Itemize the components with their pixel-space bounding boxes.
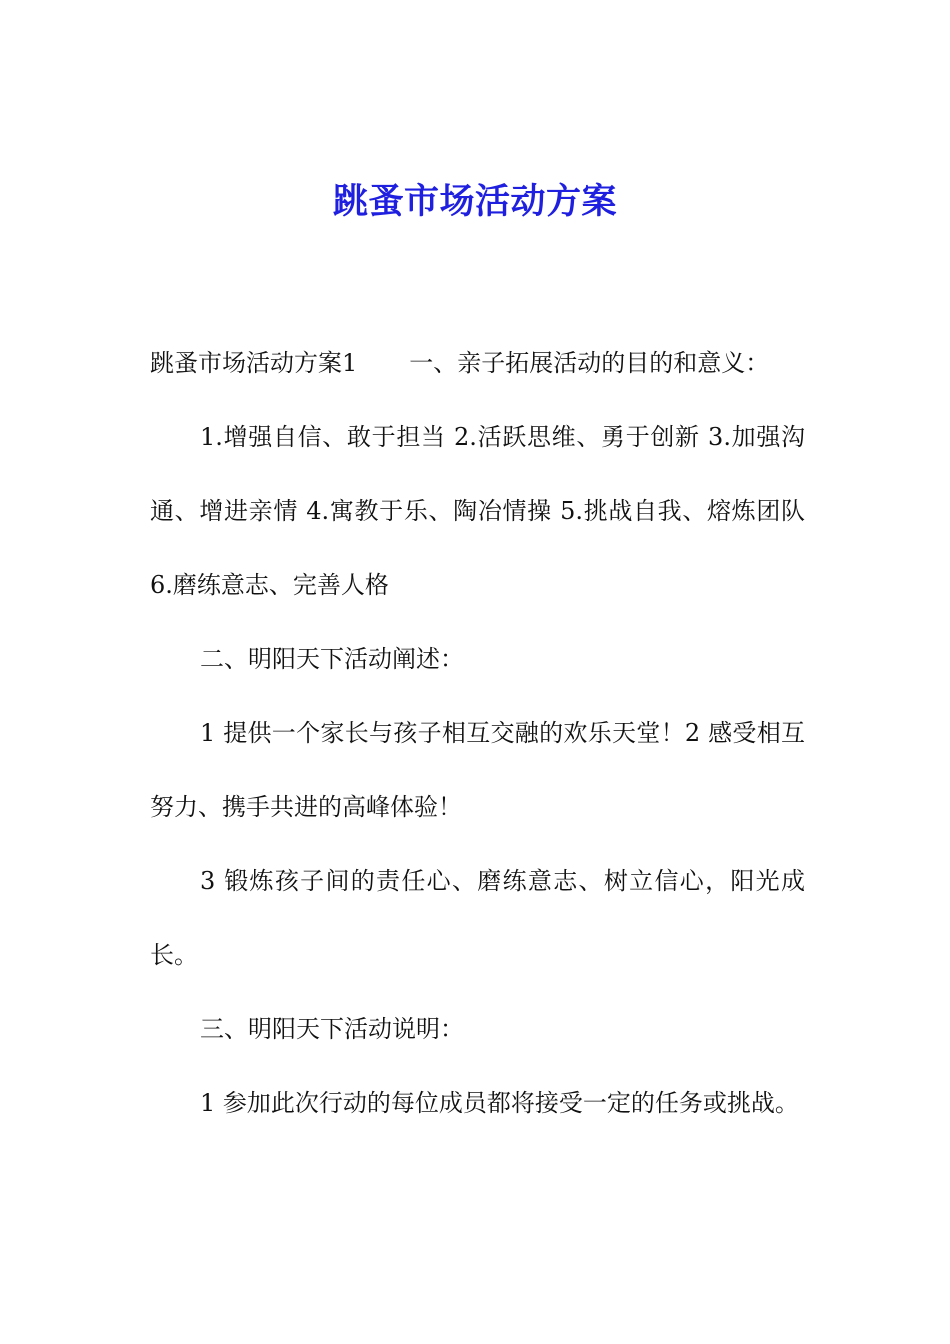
paragraph-description-1: 1 提供一个家长与孩子相互交融的欢乐天堂！2 感受相互努力、携手共进的高峰体验！ [150,719,805,821]
section-heading-1: 一、亲子拓展活动的目的和意义： [409,349,770,377]
document-body [150,326,805,1140]
paragraph-instruction-1: 1 参加此次行动的每位成员都将接受一定的任务或挑战。 [200,1089,799,1117]
paragraph-description-2: 3 锻炼孩子间的责任心、磨练意志、树立信心，阳光成长。 [150,867,805,969]
section-heading-2: 二、明阳天下活动阐述： [200,645,464,673]
document-title: 跳蚤市场活动方案 [332,181,617,222]
document-subtitle: 跳蚤市场活动方案1 [150,349,358,377]
section-heading-3: 三、明阳天下活动说明： [200,1015,464,1043]
paragraph-goals: 1.增强自信、敢于担当 2.活跃思维、勇于创新 3.加强沟通、增进亲情 4.寓教于乐、陶冶情操 5.挑战自我、熔炼团队 6.磨练意志、完善人格 [150,423,805,599]
first-paragraph [150,326,805,400]
